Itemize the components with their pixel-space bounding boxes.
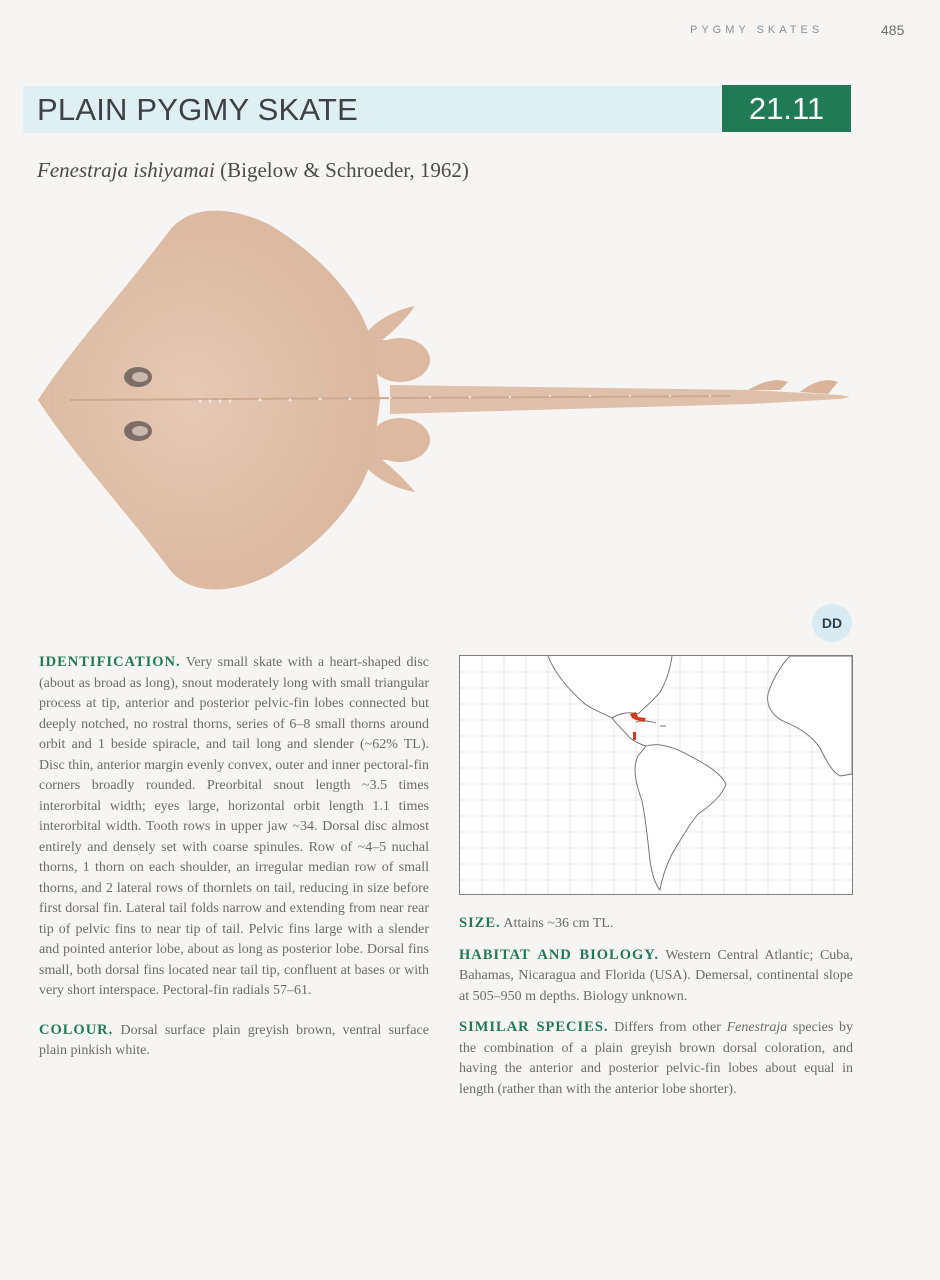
scientific-name [37,158,469,183]
species-authority: (Bigelow & Schroeder, 1962) [220,158,469,182]
north-america-outline [548,656,672,718]
landmasses [548,656,852,890]
similar-species-heading: SIMILAR SPECIES. [459,1019,609,1035]
size-heading: SIZE. [459,915,501,931]
south-america-outline [635,745,726,890]
habitat-heading: HABITAT AND BIOLOGY. [459,946,660,963]
colour-heading: COLOUR. [39,1021,114,1038]
species-binomial: Fenestraja ishiyamai [37,158,215,182]
pelvic-base-lower [370,418,430,462]
colour-text: Dorsal surface plain greyish brown, ventral surface plain pinkish white. [39,1022,429,1058]
running-head: PYGMY SKATES [690,24,824,36]
identification-paragraph [39,652,429,1002]
habitat-paragraph [459,945,853,1008]
similar-species-genus: Fenestraja [726,1020,788,1035]
eye-lower-inner [132,426,148,436]
skate-illustration [30,200,860,600]
identification-text: Very small skate with a heart-shaped disc (about as broad as long), snout moderately long with small triangular process at tip, anterior and posterior pelvic-fin lobes connected but deeply notched, no rostral thorns, series of 6–8 small thorns around orbit and 1 beside spiracle, and tail long and slender (~62% TL). Disc thin, anterior margin evenly convex, outer and inner pectoral-fin corners broadly rounded. Preorbital snout length ~3.5 times interorbital width; eyes large, horizontal orbit length 1.1 times interorbital width. Tooth rows in upper jaw ~34. Dorsal disc almost entirely and densely set with coarse spinules. Row of ~4–5 nuchal thorns, 1 thorn on each shoulder, an irregular median row of small thorns, and 2 lateral rows of thornlets on tail, reducing in size before first dorsal fin. Lateral tail folds narrow and extending from near rear tip of pelvic fins to near tip of tail. Pelvic fins large with a slender and pointed anterior lobe, about as long as posterior lobe. Dorsal fins small, both dorsal fins located near tail tip, confluent at bases or with very short interspace. Pectoral-fin radials 57–61. [39,655,429,998]
size-text: Attains ~36 cm TL. [503,916,614,931]
iucn-status-badge: DD [812,604,852,642]
species-number-badge: 21.11 [722,85,851,132]
identification-heading: IDENTIFICATION. [39,654,181,670]
page-number: 485 [881,22,905,38]
tail [390,385,850,414]
similar-species-text-before: Differs from other [614,1020,721,1035]
eye-upper-inner [132,372,148,382]
range-nicaragua [633,732,636,740]
colour-paragraph [39,1020,429,1062]
africa-outline [768,656,852,776]
pelvic-base-upper [370,338,430,382]
similar-species-paragraph [459,1017,853,1100]
page-title: PLAIN PYGMY SKATE [37,92,358,127]
similar-species-text-after: species by the combination of a plain greyish brown dorsal coloration, and having the anterior and posterior pelvic-fin lobes about equal in length (rather than with the anterior lobe shorter). [459,1020,854,1097]
caribbean-islands [636,721,666,726]
distribution-map [459,655,853,895]
right-column [459,913,853,1112]
size-paragraph [459,913,853,935]
left-column [39,652,429,1074]
map-graphic [460,656,852,894]
habitat-text: Western Central Atlantic; Cuba, Bahamas, Nicaragua and Florida (USA). Demersal, continental slope at 505–950 m depths. Biology unknown. [459,947,854,1004]
